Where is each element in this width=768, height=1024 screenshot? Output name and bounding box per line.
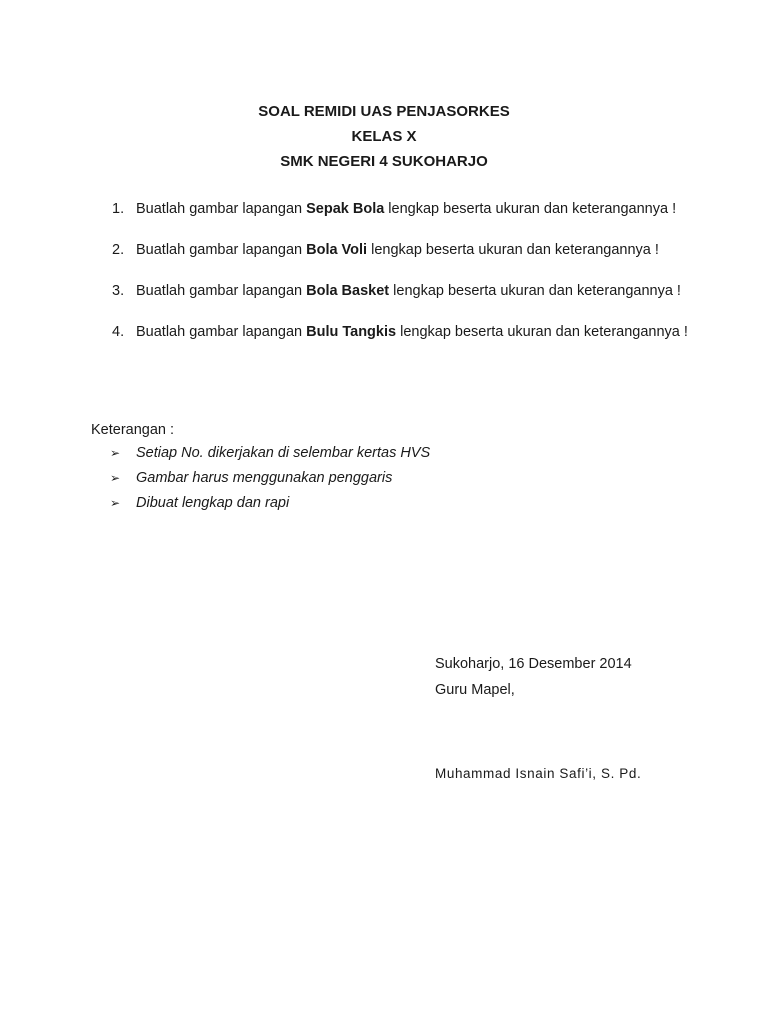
question-text-prefix: Buatlah gambar lapangan (136, 201, 307, 217)
note-text: Dibuat lengkap dan rapi (136, 495, 290, 511)
signature-block (435, 654, 641, 784)
signature-place-date: Sukoharjo, 16 Desember 2014 (435, 656, 632, 672)
question-text-suffix: lengkap beserta ukuran dan keterangannya ! (389, 283, 681, 299)
arrowhead-bullet-icon: ➢ (110, 496, 121, 510)
question-text-bold: Bulu Tangkis (306, 324, 397, 340)
arrowhead-bullet-icon: ➢ (110, 446, 121, 460)
question-text-bold: Sepak Bola (306, 201, 385, 217)
question-number: 2. (112, 242, 125, 258)
question-item (112, 199, 732, 240)
note-text: Gambar harus menggunakan penggaris (136, 470, 393, 486)
note-item (110, 468, 430, 493)
header-title: SOAL REMIDI UAS PENJASORKES (258, 103, 510, 120)
document-header (0, 99, 768, 174)
question-number: 4. (112, 324, 125, 340)
header-class: KELAS X (351, 128, 417, 145)
note-item (110, 493, 430, 518)
question-item (112, 240, 732, 281)
question-item (112, 322, 732, 363)
question-text-suffix: lengkap beserta ukuran dan keterangannya ! (396, 324, 688, 340)
note-item (110, 443, 430, 468)
arrowhead-bullet-icon: ➢ (110, 471, 121, 485)
question-list (112, 199, 732, 363)
question-number: 1. (112, 201, 125, 217)
question-item (112, 281, 732, 322)
question-text-prefix: Buatlah gambar lapangan (136, 283, 307, 299)
question-text-bold: Bola Voli (306, 242, 368, 258)
question-text-suffix: lengkap beserta ukuran dan keterangannya ! (384, 201, 677, 217)
question-number: 3. (112, 283, 125, 299)
note-text: Setiap No. dikerjakan di selembar kertas HVS (136, 445, 431, 461)
header-school: SMK NEGERI 4 SUKOHARJO (280, 153, 488, 170)
question-text-prefix: Buatlah gambar lapangan (136, 242, 307, 258)
signature-name: Muhammad Isnain Safi’i, S. Pd. (435, 766, 642, 781)
notes-list (110, 443, 430, 518)
notes-label: Keterangan : (91, 422, 175, 438)
question-text-prefix: Buatlah gambar lapangan (136, 324, 307, 340)
signature-role: Guru Mapel, (435, 682, 515, 698)
question-text-suffix: lengkap beserta ukuran dan keterangannya ! (367, 242, 659, 258)
question-text-bold: Bola Basket (306, 283, 390, 299)
